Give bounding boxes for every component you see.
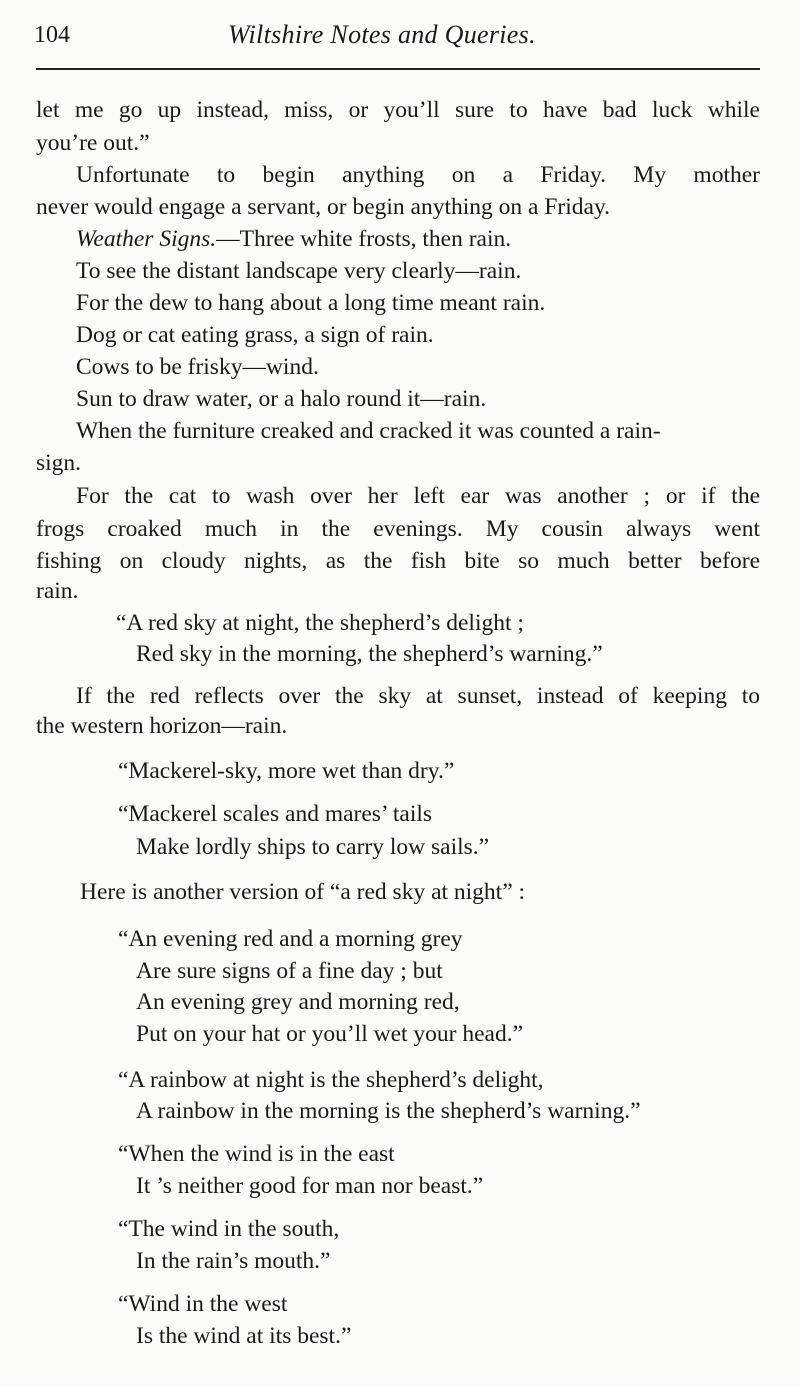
text-line [76,256,521,286]
text-line [76,160,760,190]
text-line [36,711,287,741]
italic-heading: Weather Signs. [76,226,217,252]
line-text: For the cat to wash over her left ear was another ; or if the [76,483,760,509]
text-line [136,639,603,669]
running-title: Wiltshire Notes and Queries. [228,20,536,49]
line-text: “A rainbow at night is the shepherd’s delight, [118,1067,544,1093]
line-text: “A red sky at night, the shepherd’s delight ; [116,610,524,636]
line-text: “Mackerel scales and mares’ tails [118,801,433,827]
line-text: rain. [36,578,79,604]
text-line [118,1289,287,1319]
line-text: fishing on cloudy nights, as the fish bite so much better before [36,548,760,574]
line-text: sign. [36,450,82,476]
line-text: “When the wind is in the east [118,1141,395,1167]
text-line [118,924,463,954]
text-line [36,448,81,478]
line-text: Unfortunate to begin anything on a Friday. My mother [76,162,760,188]
line-text: —Three white frosts, then rain. [216,226,512,252]
line-text: Are sure signs of a fine day ; but [136,958,443,984]
line-text: When the furniture creaked and cracked it was counted a rain- [76,418,661,444]
text-line [36,95,760,125]
line-text: frogs croaked much in the evenings. My cousin always went [36,516,760,542]
text-line [36,514,760,544]
line-text: Red sky in the morning, the shepherd’s warning.” [136,641,603,667]
text-line [76,481,760,511]
text-line [136,832,489,862]
line-text: If the red reflects over the sky at sunset, instead of keeping to [76,683,760,709]
line-text: Cows to be frisky—wind. [76,354,319,380]
line-text: An evening grey and morning red, [136,989,460,1015]
text-line [76,320,434,350]
text-line [136,987,460,1017]
line-text: never would engage a servant, or begin anything on a Friday. [36,194,611,220]
text-line [136,1019,523,1049]
text-line [80,877,525,907]
text-line [116,608,524,638]
line-text: Put on your hat or you’ll wet your head.” [136,1021,524,1047]
page-number: 104 [34,22,70,48]
line-text: you’re out.” [36,130,150,156]
text-line [36,546,760,576]
text-line [136,1321,351,1351]
line-text: “An evening red and a morning grey [118,926,463,952]
text-line [76,416,661,446]
line-text: A rainbow in the morning is the shepherd’s warning.” [136,1098,641,1124]
line-text: In the rain’s mouth.” [136,1248,331,1274]
line-text: Dog or cat eating grass, a sign of rain. [76,322,434,348]
line-text: For the dew to hang about a long time meant rain. [76,290,546,316]
text-line [136,1246,330,1276]
line-text: Here is another version of “a red sky at night” : [80,879,526,905]
line-text: To see the distant landscape very clearly—rain. [76,258,522,284]
line-text: the western horizon—rain. [36,713,288,739]
text-line [36,128,150,158]
line-text: Sun to draw water, or a halo round it—rain. [76,386,487,412]
text-line [118,1139,395,1169]
text-line [36,192,610,222]
text-line [76,681,760,711]
text-line [136,956,443,986]
line-text: “The wind in the south, [118,1216,340,1242]
text-line [76,224,511,254]
text-line [136,1171,483,1201]
line-text: Is the wind at its best.” [136,1323,352,1349]
text-line [118,756,454,786]
text-line [118,1065,544,1095]
text-line [76,384,486,414]
line-text: Make lordly ships to carry low sails.” [136,834,490,860]
text-line [118,799,432,829]
line-text: let me go up instead, miss, or you’ll sure to have bad luck while [36,97,760,123]
text-line [76,288,545,318]
text-line [76,352,319,382]
text-line [36,576,78,606]
text-line [118,1214,339,1244]
line-text: It ’s neither good for man nor beast.” [136,1173,484,1199]
line-text: “Mackerel-sky, more wet than dry.” [118,758,455,784]
text-line [136,1096,641,1126]
header-rule [36,68,760,70]
line-text: “Wind in the west [118,1291,288,1317]
